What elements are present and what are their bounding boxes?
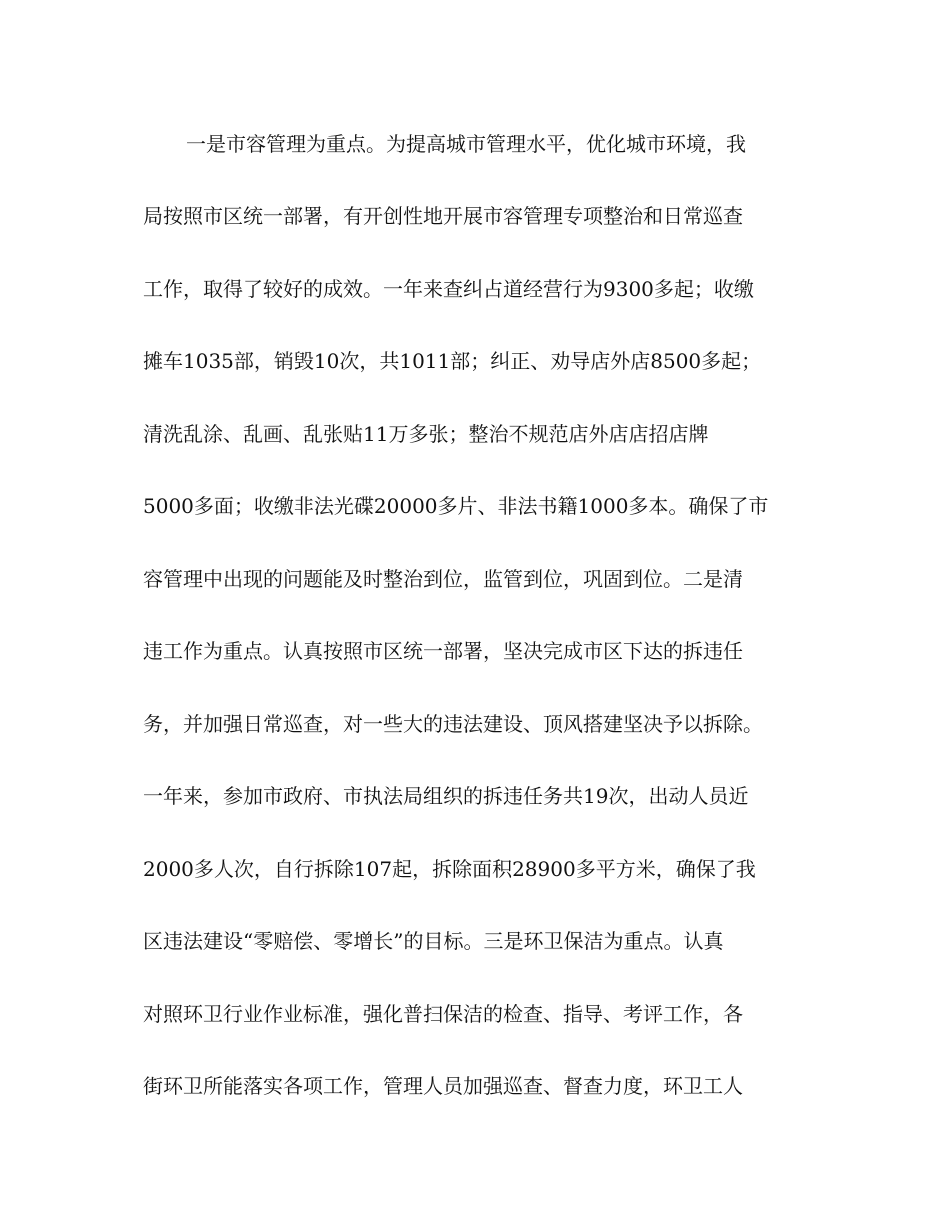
paragraph-line-1: 一是市容管理为重点。为提高城市管理水平，优化城市环境，我 [186,132,746,156]
paragraph-line-8: 违工作为重点。认真按照市区统一部署，坚决完成市区下达的拆违任 [143,639,743,663]
paragraph-line-6: 5000多面；收缴非法光碟20000多片、非法书籍1000多本。确保了市 [143,494,769,518]
paragraph-line-14: 街环卫所能落实各项工作，管理人员加强巡查、督查力度，环卫工人 [143,1074,743,1098]
paragraph-line-4: 摊车1035部，销毁10次，共1011部；纠正、劝导店外店8500多起； [143,349,762,373]
paragraph-line-9: 务，并加强日常巡查，对一些大的违法建设、顶风搭建坚决予以拆除。 [143,712,763,736]
paragraph-line-2: 局按照市区统一部署，有开创性地开展市容管理专项整治和日常巡查 [143,204,743,228]
paragraph-line-10: 一年来，参加市政府、市执法局组织的拆违任务共19次，出动人员近 [143,784,749,808]
paragraph-line-5: 清洗乱涂、乱画、乱张贴11万多张；整治不规范店外店店招店牌 [143,422,709,446]
paragraph-line-3: 工作，取得了较好的成效。一年来查纠占道经营行为9300多起；收缴 [143,277,754,301]
paragraph-line-11: 2000多人次，自行拆除107起，拆除面积28900多平方米，确保了我 [143,857,756,881]
paragraph-line-12: 区违法建设“零赔偿、零增长”的目标。三是环卫保洁为重点。认真 [143,929,724,953]
paragraph-line-7: 容管理中出现的问题能及时整治到位，监管到位，巩固到位。二是清 [143,567,743,591]
paragraph-line-13: 对照环卫行业作业标准，强化普扫保洁的检查、指导、考评工作，各 [143,1002,743,1026]
